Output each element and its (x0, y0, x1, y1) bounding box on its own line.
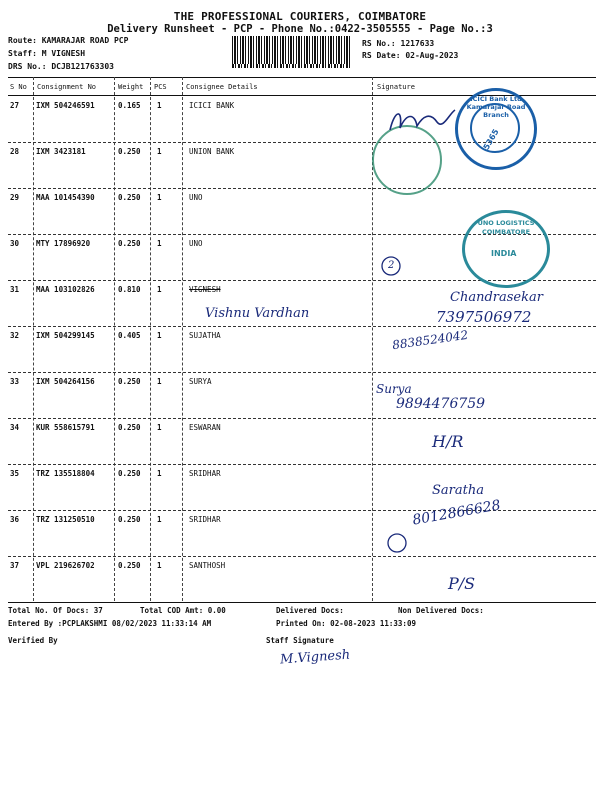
row-consignment: MAA 103102826 (36, 285, 95, 294)
row-consignment: IXM 504264156 (36, 377, 95, 386)
total-docs: Total No. Of Docs: 37 (8, 606, 103, 615)
row-consignee: UNION BANK (189, 147, 235, 156)
row-weight: 0.165 (118, 101, 141, 110)
header-top-rule (8, 77, 596, 78)
row-pcs: 1 (157, 423, 162, 432)
row-sno: 27 (10, 101, 20, 110)
route-label: Route: KAMARAJAR ROAD PCP (8, 36, 129, 45)
row-weight: 0.250 (118, 469, 141, 478)
signature-icici-bank (385, 104, 460, 138)
row-consignee: SRIDHAR (189, 469, 221, 478)
col-weight: Weight (118, 83, 144, 91)
row-sno: 33 (10, 377, 20, 386)
rs-number: RS No.: 1217633 (362, 39, 435, 48)
receiver-name-row33: Surya (376, 382, 412, 396)
row-pcs: 1 (157, 239, 162, 248)
row-weight: 0.810 (118, 285, 141, 294)
row-pcs: 1 (157, 377, 162, 386)
row-consignee: SANTHOSH (189, 561, 226, 570)
row-consignee: SRIDHAR (189, 515, 221, 524)
row-weight: 0.250 (118, 377, 141, 386)
uno-logistics-stamp (462, 210, 550, 288)
row-pcs: 1 (157, 561, 162, 570)
receiver-name-row31: Vishnu Vardhan (205, 306, 310, 321)
rs-date: RS Date: 02-Aug-2023 (362, 51, 459, 60)
row-consignment: IXM 504246591 (36, 101, 95, 110)
row-weight: 0.250 (118, 193, 141, 202)
staff-label: Staff: M VIGNESH (8, 49, 86, 58)
row-consignment: TRZ 135518804 (36, 469, 95, 478)
row-consignee: VIGNESH (189, 285, 221, 294)
mark-row37: P/S (448, 574, 476, 593)
row-weight: 0.250 (118, 561, 141, 570)
table-row (8, 372, 596, 419)
non-delivered-docs: Non Delivered Docs: (398, 606, 484, 615)
row-sno: 36 (10, 515, 20, 524)
table-row (8, 510, 596, 557)
row-consignment: VPL 219626702 (36, 561, 95, 570)
printed-on: Printed On: 02-08-2023 11:33:09 (276, 619, 416, 628)
icici-bank-stamp (455, 88, 537, 170)
circled-mark (386, 532, 408, 554)
row-sno: 28 (10, 147, 20, 156)
signature-row31: Chandrasekar (450, 290, 543, 305)
table-row (8, 326, 596, 373)
icici-stamp-number: 5365 (481, 127, 501, 152)
row-pcs: 1 (157, 515, 162, 524)
phone-row33: 9894476759 (396, 396, 486, 412)
row-pcs: 1 (157, 193, 162, 202)
uno-stamp-center: INDIA (491, 249, 517, 258)
row-sno: 35 (10, 469, 20, 478)
page-title: THE PROFESSIONAL COURIERS, COIMBATORE (173, 10, 427, 23)
barcode-lower (232, 64, 352, 68)
row-consignment: TRZ 131250510 (36, 515, 95, 524)
table-bottom-rule (8, 602, 596, 603)
col-consignment: Consignment No (37, 83, 97, 91)
phone-row31: 7397506972 (436, 308, 532, 326)
table-row (8, 556, 596, 603)
row-consignee: ESWARAN (189, 423, 221, 432)
total-cod: Total COD Amt: 0.00 (140, 606, 226, 615)
table-row (8, 464, 596, 511)
row-sno: 31 (10, 285, 20, 294)
row-weight: 0.405 (118, 331, 141, 340)
row-consignment: IXM 504299145 (36, 331, 95, 340)
row-consignee: ICICI BANK (189, 101, 235, 110)
row-sno: 32 (10, 331, 20, 340)
row-consignment: MAA 101454390 (36, 193, 95, 202)
row-pcs: 1 (157, 147, 162, 156)
row-weight: 0.250 (118, 239, 141, 248)
row-sno: 29 (10, 193, 20, 202)
col-pcs: PCS (154, 83, 167, 91)
staff-signature-label: Staff Signature (266, 636, 334, 645)
row-pcs: 1 (157, 469, 162, 478)
circled-number: 2 (388, 260, 395, 271)
delivered-docs: Delivered Docs: (276, 606, 344, 615)
row-weight: 0.250 (118, 423, 141, 432)
row-weight: 0.250 (118, 147, 141, 156)
receiver-name-row36: Saratha (432, 483, 484, 498)
row-pcs: 1 (157, 101, 162, 110)
verified-by: Verified By (8, 636, 58, 645)
uno-stamp-text: UNO LOGISTICS COIMBATORE (477, 219, 535, 236)
col-sno: S No (10, 83, 27, 91)
row-consignee: UNO (189, 193, 203, 202)
row-consignee: SUJATHA (189, 331, 221, 340)
staff-signature: M.Vignesh (279, 647, 351, 668)
row-consignee: UNO (189, 239, 203, 248)
row-weight: 0.250 (118, 515, 141, 524)
row-sno: 34 (10, 423, 20, 432)
row-consignment: KUR 558615791 (36, 423, 95, 432)
row-pcs: 1 (157, 331, 162, 340)
mark-row34: H/R (432, 432, 464, 451)
row-consignment: IXM 3423181 (36, 147, 86, 156)
icici-stamp-text: ICICI Bank Ltd Kamarajar Road Branch (466, 95, 526, 119)
row-sno: 37 (10, 561, 20, 570)
row-sno: 30 (10, 239, 20, 248)
table-row (8, 418, 596, 465)
row-consignment: MTY 17896920 (36, 239, 91, 248)
page-subtitle: Delivery Runsheet - PCP - Phone No.:0422-3505555 - Page No.:3 (107, 23, 493, 35)
row-pcs: 1 (157, 285, 162, 294)
phone-row32: 8838524042 (391, 327, 469, 353)
drs-number: DRS No.: DCJB121763303 (8, 62, 114, 71)
row-consignee: SURYA (189, 377, 212, 386)
entered-by: Entered By :PCPLAKSHMI 08/02/2023 11:33:14 AM (8, 619, 212, 628)
col-consignee: Consignee Details (186, 83, 258, 91)
phone-row36: 8012866628 (411, 497, 502, 529)
barcode (232, 36, 352, 64)
col-signature: Signature (377, 83, 415, 91)
